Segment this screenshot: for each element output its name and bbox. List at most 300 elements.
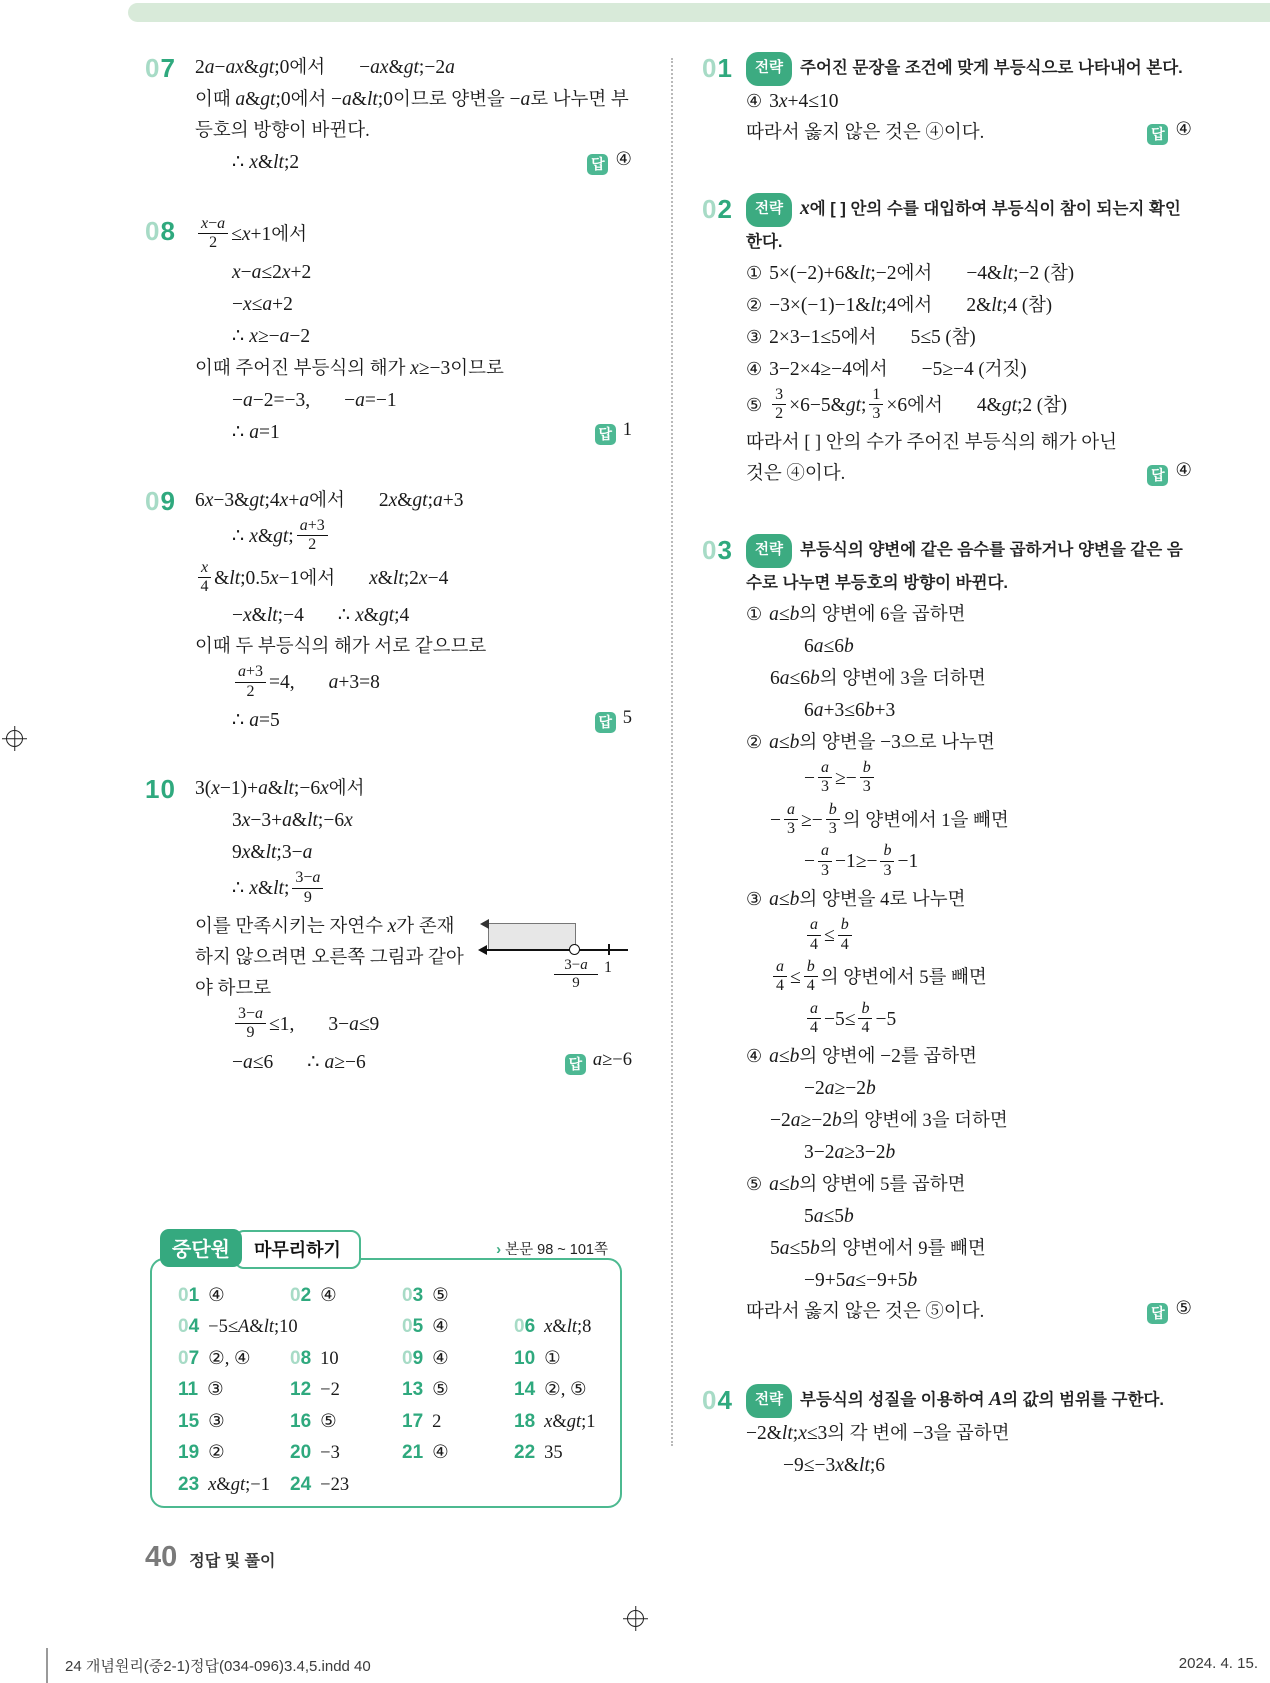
math-text: ∴ a=1 — [232, 421, 280, 443]
answer-item-value: −2 — [320, 1380, 340, 1401]
answer-number-digit: 2 — [290, 1473, 301, 1495]
math-text: 3x+4≤10 — [769, 91, 839, 112]
answer-item-number — [290, 1285, 311, 1306]
fraction-numerator: b — [804, 958, 818, 977]
fraction-numerator: 3−a — [292, 869, 323, 888]
answer-item-value: ④ — [432, 1443, 449, 1464]
answer-value: ⑤ — [1175, 1299, 1192, 1320]
answer-item-value: ⑤ — [432, 1285, 449, 1306]
solution-line — [746, 695, 1192, 727]
math-text: ≤1, — [269, 1014, 295, 1036]
text: 에서 — [328, 779, 365, 800]
circled-number: ① — [746, 263, 763, 284]
text: 의 양변에 6을 곱하면 — [799, 604, 966, 625]
solution-line — [195, 600, 632, 632]
math-text: 2x&gt;a+3 — [378, 489, 464, 511]
problem-number — [145, 774, 176, 805]
answers-row — [178, 1280, 620, 1312]
answer-number-digit: 2 — [290, 1442, 301, 1464]
text: 따라서 [ ] 안의 수가 주어진 부등식의 해가 아닌 것은 ④이다. — [746, 432, 1118, 484]
solution-line — [746, 1201, 1192, 1233]
math-text: −x&lt;−4 — [232, 605, 304, 627]
fraction — [818, 759, 832, 797]
text: 의 양변에서 9를 빼면 — [819, 1239, 986, 1260]
math-text: −1≥− — [835, 851, 878, 873]
text: 의 양변에 3을 더하면 — [819, 668, 986, 689]
math-text: =4, — [269, 672, 295, 694]
answer-badge: 답 — [595, 712, 616, 733]
solution-line — [746, 1265, 1192, 1297]
answer-badge: 답 — [587, 154, 608, 175]
solution-line — [746, 1169, 1192, 1201]
solution-line — [195, 385, 632, 417]
fraction — [818, 842, 832, 880]
math-text: ∴ x&gt; — [232, 525, 294, 547]
solution-line — [195, 1005, 632, 1047]
fraction-denominator: 4 — [840, 935, 849, 953]
math-text: ≤ — [790, 967, 801, 989]
registration-mark-bottom — [627, 1610, 644, 1627]
solution-line — [195, 289, 632, 321]
math-text: −2&lt;x≤3 — [746, 1423, 828, 1445]
problem-01 — [702, 52, 1192, 149]
answer-item-number — [402, 1285, 423, 1306]
math-text: 5a≤5b — [804, 1206, 854, 1228]
answer-number-digit: 0 — [524, 1347, 536, 1369]
answer-item-number — [290, 1379, 311, 1400]
problem-10 — [145, 773, 632, 1079]
text: 이때 — [195, 90, 236, 110]
fraction — [235, 663, 266, 701]
fraction-denominator: 3 — [821, 861, 829, 879]
answer-item-15 — [178, 1411, 290, 1433]
answer-item-number — [402, 1379, 423, 1400]
math-text: ∴ x&lt; — [232, 878, 290, 900]
math-text: −a−2=−3, — [232, 389, 311, 411]
page-footer-label: 정답 및 풀이 — [189, 1553, 276, 1570]
answer-number-digit: 1 — [514, 1347, 525, 1369]
text: 의 양변에 — [799, 1047, 881, 1068]
text: 에서 — [290, 90, 332, 110]
fraction-numerator: a — [773, 958, 787, 977]
text: 의 값의 범위를 구한다. — [1002, 1391, 1164, 1410]
math-text: −9≤−3x&lt;6 — [783, 1455, 886, 1477]
answers-row — [178, 1438, 620, 1470]
circled-number: ④ — [746, 1046, 763, 1068]
math-text: −9+5a≤−9+5b — [804, 1270, 918, 1292]
math-text: ∴ x&lt;2 — [232, 152, 300, 173]
solution-line — [195, 773, 632, 805]
fraction-numerator: 3−a — [235, 1005, 266, 1024]
answer-item-17 — [402, 1411, 514, 1433]
solution-line — [746, 86, 1192, 118]
problem-number-digit: 1 — [717, 53, 733, 83]
text: 가 존재하지 않으려면 오른쪽 그림과 같아야 하므로 — [195, 916, 464, 999]
solution-line — [746, 842, 1192, 884]
solution-line — [746, 1450, 1192, 1482]
problem-number-digit: 0 — [702, 534, 718, 565]
answer-number-digit: 8 — [300, 1347, 312, 1369]
text: 에서 — [907, 396, 943, 417]
math-text: 3−a≤9 — [328, 1014, 380, 1036]
math-text: ≤x+1 — [231, 224, 272, 246]
math-text: − — [804, 851, 815, 873]
solution-line — [746, 354, 1192, 386]
problem-number-digit: 0 — [145, 53, 161, 83]
problem-02 — [702, 193, 1192, 490]
math-text: −a≤6 — [232, 1051, 274, 1073]
page-number: 40 — [145, 1541, 178, 1573]
fraction — [880, 842, 894, 880]
answer-item-number — [290, 1442, 311, 1463]
answer-item-value: −3 — [320, 1443, 340, 1464]
answer-number-digit: 0 — [402, 1316, 413, 1338]
strategy-badge: 전략 — [746, 52, 792, 86]
answer-number-digit: 1 — [290, 1410, 301, 1432]
math-text: a&gt;0 — [235, 89, 291, 110]
math-text: ∴ x≥−a−2 — [232, 325, 311, 347]
solution-line — [195, 353, 632, 385]
answer-number-digit: 1 — [188, 1284, 200, 1306]
chapter-summary-answer-box — [150, 1239, 622, 1508]
answer-item-value: −5≤A&lt;10 — [208, 1317, 298, 1338]
answer-item-11 — [178, 1379, 290, 1401]
summary-tab-label: 중단원 — [160, 1229, 242, 1267]
solution-line — [195, 52, 632, 84]
answer-item-05 — [402, 1316, 514, 1338]
solution-line — [195, 257, 632, 289]
fraction-numerator: b — [838, 916, 852, 935]
column-divider — [671, 58, 673, 1446]
circled-number: ⑤ — [746, 395, 763, 417]
solution-line — [746, 1000, 1192, 1042]
answer-item-06 — [514, 1316, 620, 1338]
answers-grid — [152, 1260, 620, 1501]
text: 에 [ ] 안의 수를 대입하여 부등식이 참이 되는지 확인한다. — [746, 200, 1181, 251]
math-text: −a&lt;0 — [331, 89, 393, 110]
fraction-numerator: a+3 — [297, 517, 328, 536]
text: 에서 — [896, 296, 933, 316]
answer-number-digit: 2 — [402, 1442, 413, 1464]
answer-number-digit: 2 — [514, 1442, 525, 1464]
fraction — [773, 958, 787, 996]
answer-item-24 — [290, 1474, 402, 1496]
answer-value: ④ — [615, 150, 632, 170]
text: 의 양변을 4로 나누면 — [799, 890, 966, 911]
text: 으로 나누면 — [900, 732, 995, 753]
answer-item-value: x&gt;1 — [544, 1411, 596, 1432]
math-text: −5≥−4 — [921, 359, 974, 380]
answer-item-22 — [514, 1442, 620, 1464]
text: 에서 — [289, 58, 326, 78]
strategy-badge: 전략 — [746, 1384, 792, 1418]
circled-number: ③ — [746, 327, 763, 348]
math-text: −a — [509, 89, 531, 110]
summary-tab-sublabel: 마무리하기 — [234, 1230, 361, 1269]
answer-number-digit: 4 — [188, 1316, 200, 1338]
answer-badge: 답 — [595, 424, 616, 445]
text: 의 양변에서 5를 빼면 — [820, 968, 987, 989]
answer-item-value: x&lt;8 — [544, 1317, 592, 1338]
strategy-line — [746, 534, 1192, 599]
math-text: 5×(−2)+6&lt;−2 — [769, 263, 897, 284]
math-text: a≤b — [769, 1046, 800, 1068]
solution-line — [746, 1233, 1192, 1265]
fraction — [807, 1000, 821, 1038]
page-footer — [145, 1541, 275, 1574]
problem-09 — [145, 485, 632, 737]
problem-solution — [746, 193, 1192, 490]
textbook-page-reference — [496, 1238, 608, 1259]
math-text: ≥− — [835, 767, 857, 789]
answer-number-digit: 0 — [290, 1347, 301, 1369]
answer-item-value: 2 — [432, 1411, 442, 1432]
answer-item-08 — [290, 1348, 402, 1370]
answer-number-digit: 1 — [402, 1410, 413, 1432]
circled-number: ③ — [746, 889, 763, 911]
text: 이때 두 부등식의 해가 서로 같으므로 — [195, 637, 487, 658]
solution-line — [195, 559, 632, 601]
answer-number-digit: 4 — [524, 1379, 536, 1401]
answer-item-number — [402, 1442, 423, 1463]
answer-number-digit: 2 — [300, 1284, 312, 1306]
answer-item-number — [178, 1285, 199, 1306]
math-text: 6a≤6b — [804, 635, 854, 657]
problem-solution — [195, 52, 632, 179]
problem-number-digit: 0 — [160, 774, 176, 805]
math-text: ≥− — [801, 809, 823, 831]
fraction-denominator: 3 — [862, 778, 871, 796]
answer-value: 1 — [622, 419, 632, 440]
problem-number-digit: 1 — [145, 774, 161, 805]
answer-number-digit: 3 — [412, 1284, 424, 1306]
answer-number-digit: 1 — [178, 1442, 189, 1464]
answer-number-digit: 6 — [300, 1410, 312, 1432]
answer-number-digit: 8 — [524, 1410, 536, 1432]
solution-line — [195, 517, 632, 559]
math-text: 6x−3&gt;4x+a — [195, 489, 310, 511]
answers-row — [178, 1312, 620, 1344]
math-text: − — [804, 767, 815, 789]
fraction-denominator: 3 — [883, 861, 892, 879]
answer-item-16 — [290, 1411, 402, 1433]
answer-item-value: ② — [208, 1443, 225, 1464]
math-text: −x≤a+2 — [232, 293, 293, 315]
problem-solution — [746, 534, 1192, 1329]
solution-line — [746, 428, 1192, 490]
math-text: 6a≤6b — [770, 667, 820, 689]
solution-line — [746, 1073, 1192, 1105]
problem-number-digit: 4 — [717, 1385, 733, 1416]
fraction-numerator: a — [784, 801, 798, 820]
fraction — [860, 759, 874, 797]
solution-line — [195, 663, 632, 705]
math-text: 3−2×4≥−4 — [769, 359, 852, 380]
text: 따라서 옳지 않은 것은 ④이다. — [746, 123, 985, 143]
answer-item-01 — [178, 1285, 290, 1307]
answer-item-number — [178, 1474, 199, 1495]
fraction-numerator: b — [880, 842, 894, 861]
math-text: 6a+3≤6b+3 — [804, 699, 896, 721]
math-text: − — [770, 809, 781, 831]
answer-number-digit: 6 — [524, 1316, 536, 1338]
solution-line — [746, 1041, 1192, 1073]
answer-item-02 — [290, 1285, 402, 1307]
problem-number-digit: 0 — [145, 485, 161, 516]
solution-line — [195, 869, 632, 911]
answer-item-number — [514, 1379, 535, 1400]
answer-item-value: ③ — [207, 1380, 224, 1401]
answer — [565, 1050, 632, 1075]
math-text: −4&lt;−2 — [966, 263, 1040, 284]
left-column — [145, 52, 632, 1079]
circled-number: ④ — [746, 359, 763, 380]
right-column — [702, 52, 1192, 1482]
solution-line — [746, 118, 1192, 149]
text: (참) — [940, 328, 976, 348]
solution-line — [746, 884, 1192, 916]
problem-solution — [746, 52, 1192, 149]
fraction — [292, 869, 323, 907]
answer-value: a≥−6 — [592, 1049, 632, 1070]
math-text: x−a≤2x+2 — [232, 261, 312, 283]
answer-number-digit: 0 — [402, 1347, 413, 1369]
answer-item-10 — [514, 1348, 620, 1370]
answer-item-number — [290, 1474, 311, 1495]
problem-solution — [195, 215, 632, 449]
text: 의 각 변에 — [827, 1424, 913, 1445]
fraction — [804, 958, 818, 996]
fraction-denominator: 2 — [775, 405, 784, 423]
text: 의 양변에서 1을 빼면 — [842, 810, 1009, 831]
fraction — [838, 916, 852, 954]
solution-line — [195, 1047, 632, 1079]
answer-item-number — [514, 1316, 535, 1337]
answer-item-value: ③ — [208, 1411, 225, 1432]
fraction-denominator: 4 — [810, 935, 818, 953]
answer-item-value: ④ — [432, 1348, 449, 1369]
top-decoration-bar — [128, 3, 1270, 22]
fraction — [807, 916, 821, 954]
answer-number-digit: 0 — [290, 1284, 301, 1306]
answer-number-digit: 3 — [188, 1473, 200, 1495]
answer-item-value: ②, ④ — [208, 1348, 251, 1369]
answer-item-07 — [178, 1348, 290, 1370]
circled-number: ② — [746, 295, 763, 316]
answer-number-digit: 0 — [178, 1316, 189, 1338]
answer-number-digit: 9 — [412, 1347, 424, 1369]
answer-item-value: ②, ⑤ — [544, 1380, 587, 1401]
fraction-denominator: 4 — [776, 977, 784, 995]
answer-item-number — [178, 1316, 199, 1337]
fraction-numerator: 3 — [772, 386, 786, 405]
fraction — [869, 386, 883, 424]
problem-03 — [702, 534, 1192, 1329]
math-text: a≤b — [769, 1174, 800, 1196]
fraction — [297, 517, 328, 555]
math-text: −2a≥−2b — [770, 1110, 842, 1132]
math-text: a+3=8 — [328, 672, 380, 694]
problem-number-digit: 0 — [145, 216, 161, 246]
answers-row — [178, 1343, 620, 1375]
answer-item-23 — [178, 1474, 290, 1496]
math-text: ×6−5&gt; — [789, 395, 867, 417]
summary-box-tabs — [160, 1229, 361, 1269]
fraction-numerator: a — [807, 1000, 821, 1019]
answer-number-digit: 0 — [178, 1347, 189, 1369]
answer-item-value: ⑤ — [432, 1380, 449, 1401]
answer-item-number — [402, 1411, 423, 1432]
fraction-denominator: 9 — [303, 888, 312, 906]
fraction — [772, 386, 786, 424]
answer-item-14 — [514, 1379, 620, 1401]
answer-item-12 — [290, 1379, 402, 1401]
answer — [595, 420, 632, 445]
math-text: −5≤ — [824, 1008, 856, 1030]
problem-number-digit: 9 — [160, 485, 176, 516]
solution-line — [195, 215, 632, 257]
strategy-badge: 전략 — [746, 193, 792, 227]
fraction-denominator: 4 — [810, 1019, 818, 1037]
fraction-numerator: b — [858, 1000, 872, 1019]
text: (참) — [1032, 396, 1067, 417]
text: 주어진 문장을 조건에 맞게 부등식으로 나타내어 본다. — [800, 59, 1183, 77]
answer — [1147, 461, 1192, 486]
problem-number — [702, 53, 733, 84]
text: 부등식의 양변에 같은 음수를 곱하거나 양변을 같은 음수로 나누면 부등호의 방향이 바뀐다. — [746, 540, 1183, 592]
math-text: 3x−3+a&lt;−6x — [232, 810, 353, 832]
answer-item-number — [402, 1348, 423, 1369]
fraction-numerator: a — [818, 842, 832, 861]
answer-value: 5 — [622, 708, 632, 729]
print-date: 2024. 4. 15. — [1178, 1655, 1258, 1672]
answer — [1147, 120, 1192, 145]
solution-line — [195, 705, 632, 737]
text: (참) — [1017, 296, 1053, 316]
text: 에서 — [299, 568, 336, 589]
fraction-denominator: 4 — [806, 977, 815, 995]
answer-item-value: 35 — [544, 1443, 563, 1464]
fraction-numerator: a+3 — [235, 663, 266, 682]
problem-solution — [195, 485, 632, 737]
answer — [595, 708, 632, 733]
print-file-info: 24 개념원리(중2-1)정답(034-096)3.4,5.indd 40 — [65, 1658, 371, 1675]
figure-fraction-label: $\frac{3-a}{9}$ — [554, 957, 598, 993]
answer-item-13 — [402, 1379, 514, 1401]
math-text: −3 — [912, 1423, 934, 1445]
problem-solution — [746, 1384, 1192, 1482]
answer-item-number — [402, 1316, 423, 1337]
problem-07 — [145, 52, 632, 179]
strategy-badge: 전략 — [746, 534, 792, 568]
answer-item-number — [178, 1348, 199, 1369]
math-text: a≤b — [769, 603, 800, 625]
answer-number-digit: 1 — [188, 1379, 199, 1401]
problem-number-digit: 0 — [702, 194, 718, 224]
solution-line — [195, 84, 632, 147]
answer-item-number — [290, 1411, 311, 1432]
answer-item-number — [178, 1442, 199, 1463]
answer-number-digit: 9 — [188, 1442, 200, 1464]
math-text: a≤b — [769, 889, 800, 911]
fraction — [198, 559, 211, 597]
fraction-denominator: 9 — [246, 1024, 255, 1042]
answer-number-digit: 1 — [402, 1379, 413, 1401]
fraction-numerator: a — [818, 759, 832, 778]
text: 이를 만족시키는 자연수 — [195, 916, 388, 937]
solution-line — [746, 631, 1192, 663]
fraction — [235, 1005, 266, 1043]
